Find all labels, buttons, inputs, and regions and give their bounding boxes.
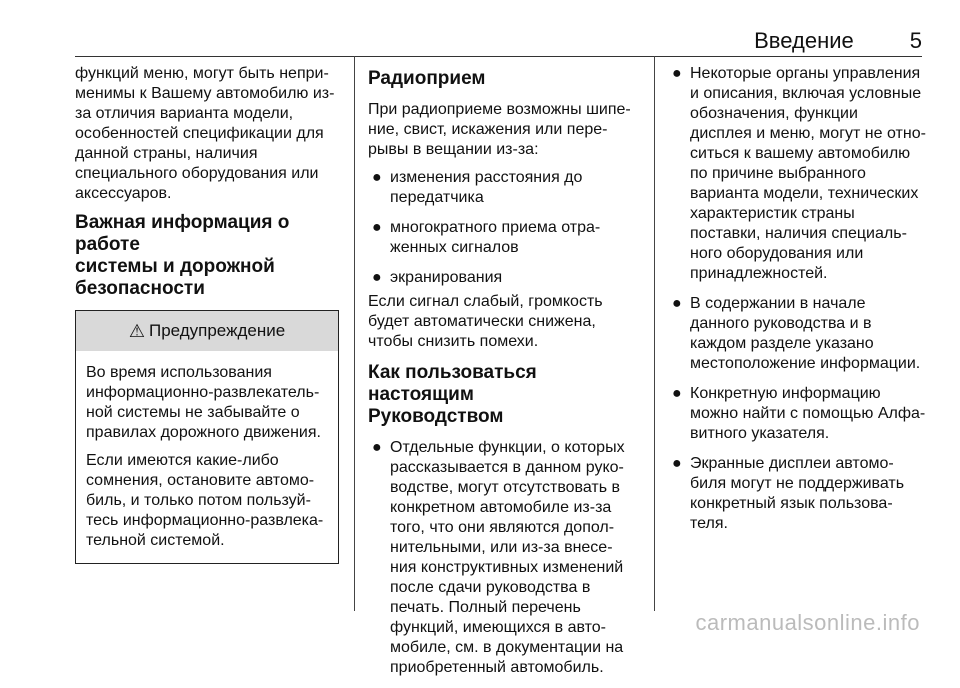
text-line: передатчика	[390, 189, 484, 206]
column-divider-1	[354, 56, 355, 611]
watermark: carmanualsonline.info	[695, 610, 920, 635]
text-line: женных сигналов	[390, 239, 519, 256]
text-line: изменения расстояния до	[390, 169, 583, 186]
text-line: чтобы снизить помехи.	[368, 333, 539, 350]
bullet-icon: ●	[372, 439, 382, 456]
text-line: ситься к вашему автомобилю	[690, 145, 911, 162]
warning-paragraph	[86, 451, 330, 551]
text-line: за отличия варианта модели,	[75, 105, 294, 122]
heading-line: Руководством	[368, 406, 504, 427]
text-line: поставки, наличия специаль-	[690, 225, 907, 242]
text-line: водстве, могут отсутствовать в	[390, 479, 621, 496]
text-line: приобретенный автомобиль.	[390, 659, 604, 676]
bullet-icon: ●	[672, 65, 682, 82]
text-line: многократного приема отра-	[390, 219, 601, 236]
text-line: Конкретную информацию	[690, 385, 881, 402]
text-line: того, что они являются допол-	[390, 519, 615, 536]
notes-bullet-list	[668, 64, 930, 534]
text-line: витного указателя.	[690, 425, 830, 442]
text-line: функций, имеющихся в авто-	[390, 619, 606, 636]
text-line: При радиоприеме возможны шипе-	[368, 101, 631, 118]
text-line: биль, и только потом пользуй-	[86, 492, 311, 509]
page-title: Введение	[754, 28, 854, 53]
list-item	[368, 168, 636, 208]
warning-box	[75, 310, 339, 564]
text-line: экранирования	[390, 269, 503, 286]
text-line: принадлежностей.	[690, 265, 828, 282]
text-line: ного оборудования или	[690, 245, 864, 262]
text-line: биля могут не поддерживать	[690, 475, 905, 492]
text-line: ние, свист, искажения или пере-	[368, 121, 608, 138]
column-3	[668, 64, 930, 544]
text-line: В содержании в начале	[690, 295, 866, 312]
text-line: Некоторые органы управления	[690, 65, 921, 82]
text-line: конкретный язык пользова-	[690, 495, 893, 512]
text-line: характеристик страны	[690, 205, 855, 222]
text-line: рывы в вещании из-за:	[368, 141, 539, 158]
text-line: дисплея и меню, могут не отно-	[690, 125, 926, 142]
text-line: аксессуаров.	[75, 185, 172, 202]
heading-line: безопасности	[75, 278, 205, 299]
text-line: будет автоматически снижена,	[368, 313, 596, 330]
page-header	[754, 28, 922, 54]
text-line: варианта модели, технических	[690, 185, 919, 202]
bullet-icon: ●	[372, 269, 382, 286]
text-line: тельной системой.	[86, 532, 225, 549]
warning-title: Предупреждение	[148, 321, 286, 340]
list-item	[668, 384, 930, 444]
usage-bullet-list	[368, 438, 636, 678]
text-line: и описания, включая условные	[690, 85, 922, 102]
bullet-icon: ●	[372, 219, 382, 236]
text-line: Если сигнал слабый, громкость	[368, 293, 603, 310]
text-line: сомнения, остановите автомо-	[86, 472, 315, 489]
heading-line: Важная информация о работе	[75, 212, 290, 255]
radio-intro	[368, 100, 636, 160]
bullet-icon: ●	[672, 295, 682, 312]
text-line: мобиле, см. в документации на	[390, 639, 624, 656]
list-item	[368, 438, 636, 678]
heading-line: системы и дорожной	[75, 256, 275, 277]
text-line: информационно-развлекатель-	[86, 384, 320, 401]
list-item	[668, 294, 930, 374]
warning-body	[76, 351, 338, 563]
text-line: Отдельные функции, о которых	[390, 439, 625, 456]
column-divider-2	[654, 56, 655, 611]
text-line: ной системы не забывайте о	[86, 404, 300, 421]
text-line: менимы к Вашему автомобилю из-	[75, 85, 335, 102]
text-line: ния конструктивных изменений	[390, 559, 624, 576]
text-line: данной страны, наличия	[75, 145, 258, 162]
text-line: рассказывается в данном руко-	[390, 459, 624, 476]
text-line: тесь информационно-развлека-	[86, 512, 324, 529]
column-1	[75, 64, 347, 564]
text-line: теля.	[690, 515, 728, 532]
header-rule	[75, 56, 922, 57]
text-line: Во время использования	[86, 364, 272, 381]
text-line: функций меню, могут быть непри-	[75, 65, 329, 82]
text-line: данного руководства и в	[690, 315, 872, 332]
text-line: по причине выбранного	[690, 165, 866, 182]
text-line: Если имеются какие-либо	[86, 452, 279, 469]
section-heading-usage	[368, 362, 636, 428]
list-item	[368, 218, 636, 258]
radio-bullet-list	[368, 168, 636, 288]
text-line: Экранные дисплеи автомо-	[690, 455, 894, 472]
bullet-icon: ●	[672, 385, 682, 402]
text-line: нительными, или из-за внесе-	[390, 539, 613, 556]
bullet-icon: ●	[672, 455, 682, 472]
text-line: особенностей спецификации для	[75, 125, 324, 142]
text-line: специального оборудования или	[75, 165, 319, 182]
page-number: 5	[909, 28, 922, 53]
warning-paragraph	[86, 363, 330, 443]
text-line: можно найти с помощью Алфа-	[690, 405, 926, 422]
text-line: обозначения, функции	[690, 105, 858, 122]
list-item	[668, 454, 930, 534]
list-item	[368, 268, 636, 288]
list-item	[668, 64, 930, 284]
bullet-icon: ●	[372, 169, 382, 186]
column-2	[368, 64, 636, 688]
section-heading-safety	[75, 212, 347, 300]
text-line: конкретном автомобиле из-за	[390, 499, 612, 516]
text-line: местоположение информации.	[690, 355, 921, 372]
warning-header	[76, 311, 338, 351]
text-line: после сдачи руководства в	[390, 579, 591, 596]
text-line: правилах дорожного движения.	[86, 424, 321, 441]
text-line: печать. Полный перечень	[390, 599, 581, 616]
text-line: каждом разделе указано	[690, 335, 874, 352]
warning-icon: ⚠	[128, 321, 145, 341]
intro-paragraph	[75, 64, 347, 204]
heading-line: Как пользоваться настоящим	[368, 362, 537, 405]
radio-after-paragraph	[368, 292, 636, 352]
section-heading-radio: Радиоприем	[368, 68, 486, 89]
